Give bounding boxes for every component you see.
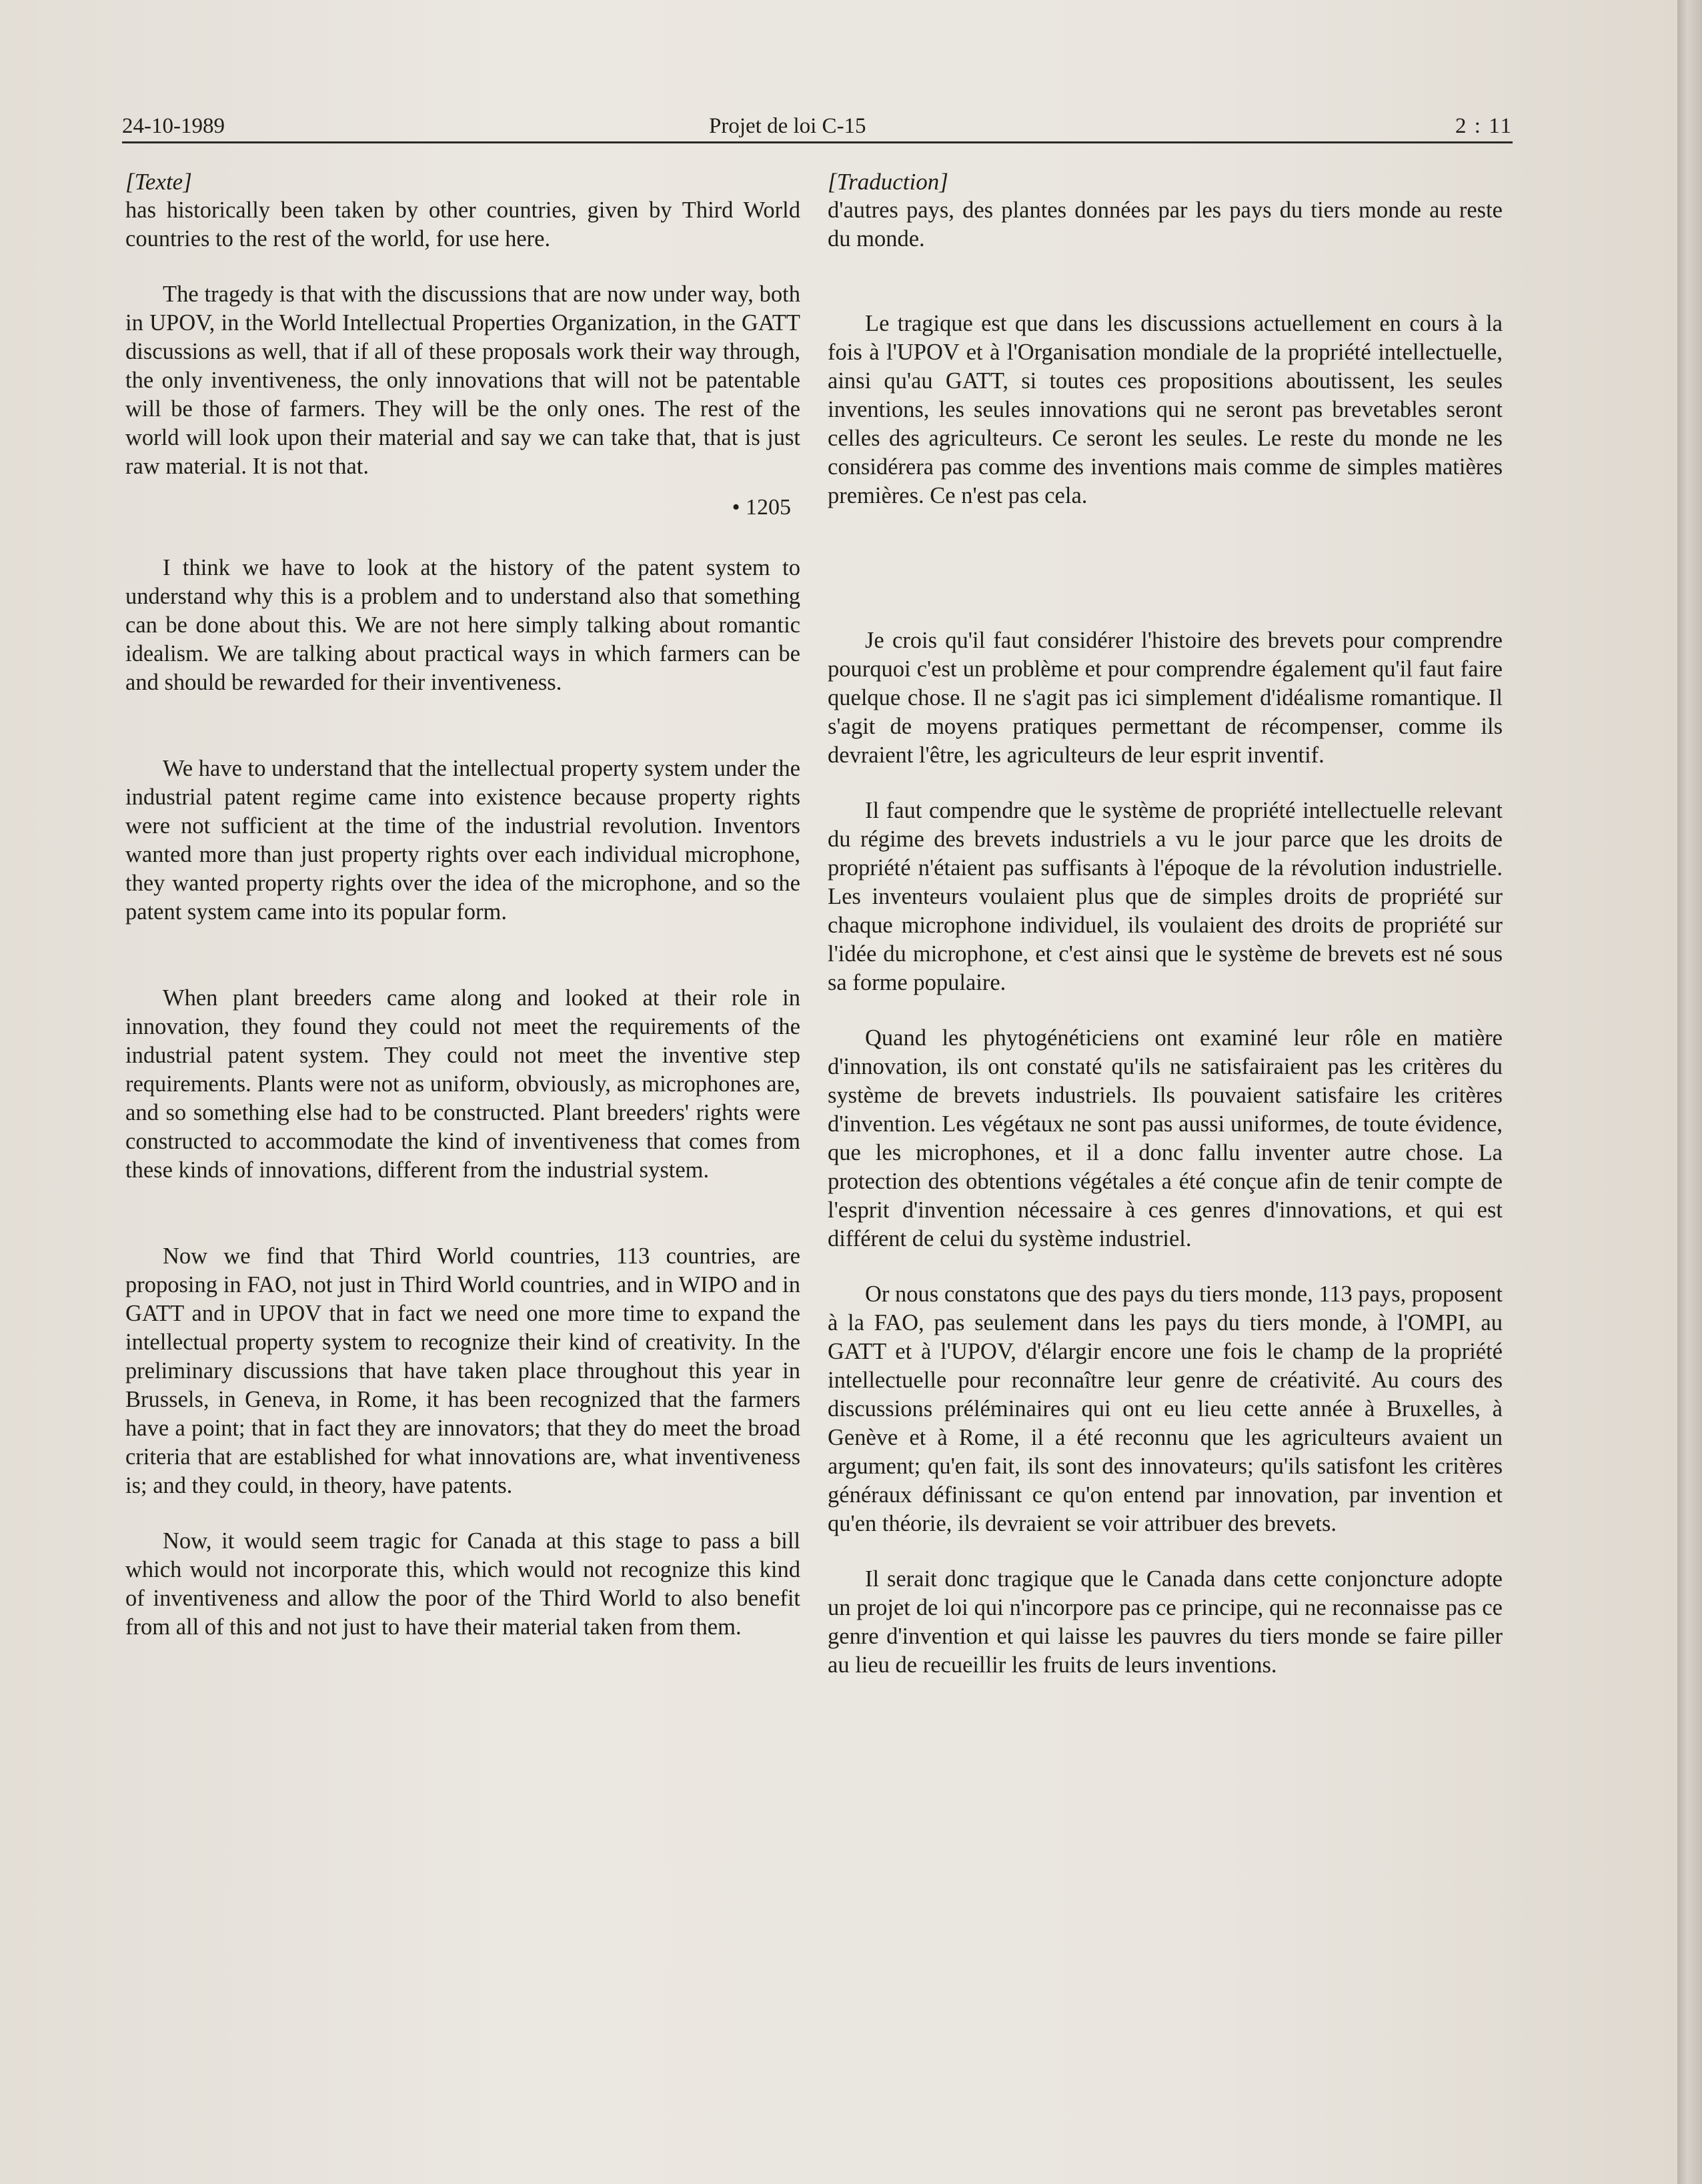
paragraph: Now, it would seem tragic for Canada at this stage to pass a bill which would not incorporate this, which would not recognize this kind of inventiveness and allow the poor of the Third World to also benefit from all of this and not just to have their material taken from them. <box>125 1528 800 1640</box>
paragraph: has historically been taken by other countries, given by Third World countries to the rest of the world, for use here. <box>125 197 800 251</box>
paragraph: The tragedy is that with the discussions that are now under way, both in UPOV, in the World Intellectual Properties Organization, in the GATT discussions as well, that if all of these proposals work their way through, the only inventiveness, the only innovations that will not be patentable will be those of farmers. They will be the only ones. The rest of the world will look upon their material and say we can take that, that is just raw material. It is not that. <box>125 282 800 479</box>
time-marker: • 1205 <box>732 495 791 520</box>
left-column-english <box>125 168 800 1642</box>
paragraph: I think we have to look at the history of the patent system to understand why this is a problem and to understand also that something can be done about this. We are not here simply talking about romantic idealism. We are talking about practical ways in which farmers can be and should be rewarded for their inventiveness. <box>125 555 800 695</box>
paragraph: When plant breeders came along and looked at their role in innovation, they found they could not meet the requirements of the industrial patent system. They could not meet the inventive step requirements. Plants were not as uniform, obviously, as microphones are, and so something else had to be constructed. Plant breeders' rights were constructed to accommodate the kind of inventiveness that comes from these kinds of innovations, different from the industrial system. <box>125 985 800 1183</box>
paragraph: Il faut compendre que le système de propriété intellectuelle relevant du régime des brevets industriels a vu le jour parce que les droits de propriété n'étaient pas suffisants à l'époque de la révolution industrielle. Les inventeurs voulaient plus que de simples droits de propriété sur chaque microphone individuel, ils voulaient des droits de propriété sur l'idée du microphone, et c'est ainsi que le système de brevets est né sous sa forme populaire. <box>828 798 1503 995</box>
paragraph: Or nous constatons que des pays du tiers monde, 113 pays, proposent à la FAO, pas seulement dans les pays du tiers monde, à l'OMPI, au GATT et à l'UPOV, d'élargir encore une fois le champ de la propriété intellectuelle pour reconnaître leur genre de créativité. Au cours des discussions préléminaires qui ont eu lieu cette année à Bruxelles, à Genève et à Rome, il a été reconnu que les agriculteurs avaient un argument; qu'en fait, ils sont des innovateurs; qu'ils satisfont les critères généraux définissant ce qu'on entend par innovation, par invention et qu'en théorie, ils devraient se voir attribuer des brevets. <box>828 1281 1503 1536</box>
page-edge <box>1677 0 1702 2184</box>
header-title: Projet de loi C-15 <box>709 114 866 138</box>
header-page-number: 2 : 11 <box>1455 114 1513 138</box>
paragraph: d'autres pays, des plantes données par les pays du tiers monde au reste du monde. <box>828 197 1503 251</box>
paragraph: Je crois qu'il faut considérer l'histoire des brevets pour comprendre pourquoi c'est un problème et pour comprendre également qu'il faut faire quelque chose. Il ne s'agit pas ici simplement d'idéalisme romantique. Il s'agit de moyens pratiques permettant de récompenser, comme ils devraient l'être, les agriculteurs de leur esprit inventif. <box>828 628 1503 768</box>
paragraph: Now we find that Third World countries, 113 countries, are proposing in FAO, not just in Third World countries, and in WIPO and in GATT and in UPOV that in fact we need one more time to expand the intellectual property system to recognize their kind of creativity. In the preliminary discussions that have taken place throughout this year in Brussels, in Geneva, in Rome, it has been recognized that the farmers have a point; that in fact they are innovators; that they do meet the broad criteria that are established for what innovations are, what inventiveness is; and they could, in theory, have patents. <box>125 1243 800 1498</box>
right-column-french <box>828 168 1503 1680</box>
header-date: 24-10-1989 <box>122 114 225 138</box>
column-label-traduction: [Traduction] <box>828 169 948 195</box>
paragraph: Il serait donc tragique que le Canada dans cette conjoncture adopte un projet de loi qui n'incorpore pas ce principe, qui ne reconnaisse pas ce genre d'invention et qui laisse les pauvres du tiers monde se faire piller au lieu de recueillir les fruits de leurs inventions. <box>828 1566 1503 1678</box>
paragraph: Quand les phytogénéticiens ont examiné leur rôle en matière d'innovation, ils ont constaté qu'ils ne satisfairaient pas les critères du système de brevets industriels. Ils pouvaient satisfaire les critères d'invention. Les végétaux ne sont pas aussi uniformes, de toute évidence, que les microphones, et il a donc fallu inventer autre chose. La protection des obtentions végétales a été conçue afin de tenir compte de l'esprit d'invention nécessaire à ces genres d'innovations, et qui est différent de celui du système industriel. <box>828 1025 1503 1251</box>
paragraph: We have to understand that the intellectual property system under the industrial patent regime came into existence because property rights were not sufficient at the time of the industrial revolution. Inventors wanted more than just property rights over each individual microphone, they wanted property rights over the idea of the microphone, and so the patent system came into its popular form. <box>125 756 800 925</box>
paragraph: Le tragique est que dans les discussions actuellement en cours à la fois à l'UPOV et à l'Organisation mondiale de la propriété intellectuelle, ainsi qu'au GATT, si toutes ces propositions aboutissent, les seules inventions, les seules innovations qui ne seront pas brevetables seront celles des agriculteurs. Ce seront les seules. Le reste du monde ne les considérera pas comme des inventions mais comme de simples matières premières. Ce n'est pas cela. <box>828 311 1503 508</box>
column-label-texte: [Texte] <box>125 169 192 195</box>
page-header <box>122 112 1513 143</box>
